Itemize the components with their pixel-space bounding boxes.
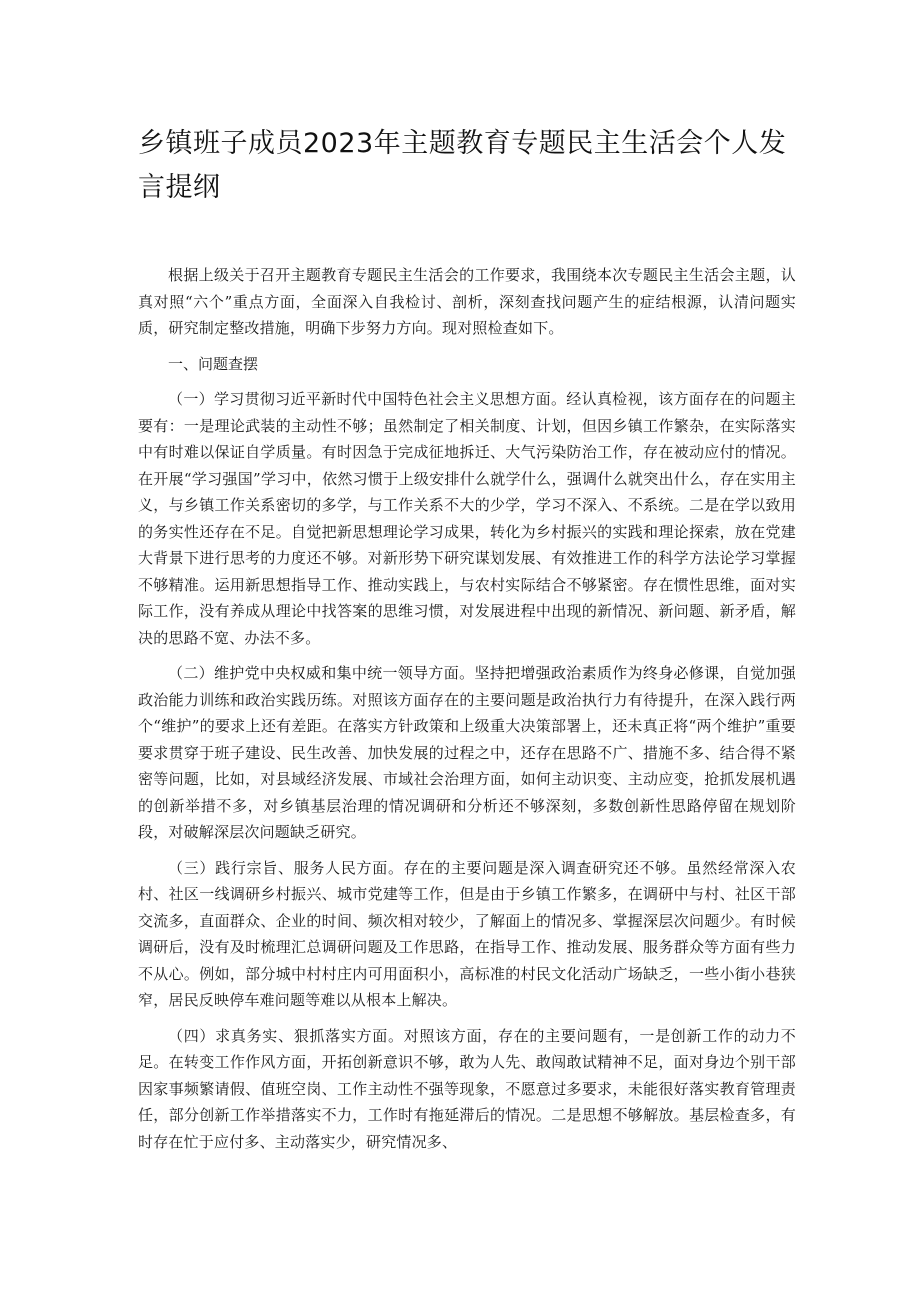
- intro-paragraph: 根据上级关于召开主题教育专题民主生活会的工作要求，我围绕本次专题民主生活会主题，认真对照“六个”重点方面，全面深入自我检讨、剖析，深刻查找问题产生的症结根源，认清问题实质，研究制定整改措施，明确下步努力方向。现对照检查如下。: [138, 266, 796, 337]
- section-heading-problems: 一、问题查摆: [168, 354, 259, 373]
- document-body: [138, 262, 796, 1164]
- paragraph-serve-people: （三）践行宗旨、服务人民方面。存在的主要问题是深入调查研究还不够。虽然经常深入农村、社区一线调研乡村振兴、城市党建等工作，但是由于乡镇工作繁多，在调研中与村、社区干部交流多，直面群众、企业的时间、频次相对较少，了解面上的情况多、掌握深层次问题少。有时候调研后，没有及时梳理汇总调研问题及工作思路，在指导工作、推动发展、服务群众等方面有些力不从心。例如，部分城中村村庄内可用面积小，高标准的村民文化活动广场缺乏，一些小街小巷狭窄，居民反映停车难问题等难以从根本上解决。: [138, 858, 796, 1009]
- paragraph-implementation: （四）求真务实、狠抓落实方面。对照该方面，存在的主要问题有，一是创新工作的动力不足。在转变工作作风方面，开拓创新意识不够，敢为人先、敢闯敢试精神不足，面对身边个别干部因家事频繁请假、值班空岗、工作主动性不强等现象，不愿意过多要求，未能很好落实教育管理责任，部分创新工作举措落实不力，工作时有拖延滞后的情况。二是思想不够解放。基层检查多，有时存在忙于应付多、主动落实少，研究情况多、: [138, 1026, 796, 1151]
- paragraph-central-authority: （二）维护党中央权威和集中统一领导方面。坚持把增强政治素质作为终身必修课，自觉加强政治能力训练和政治实践历练。对照该方面存在的主要问题是政治执行力有待提升，在深入践行两个“维护”的要求上还有差距。在落实方针政策和上级重大决策部署上，还未真正将“两个维护”重要要求贯穿于班子建设、民生改善、加快发展的过程之中，还存在思路不广、措施不多、结合得不紧密等问题，比如，对县域经济发展、市域社会治理方面，如何主动识变、主动应变，抢抓发展机遇的创新举措不多，对乡镇基层治理的情况调研和分析还不够深刻，多数创新性思路停留在规划阶段，对破解深层次问题缺乏研究。: [138, 664, 796, 841]
- document-title: 乡镇班子成员2023年主题教育专题民主生活会个人发言提纲: [138, 128, 787, 203]
- paragraph-study-thought: （一）学习贯彻习近平新时代中国特色社会主义思想方面。经认真检视，该方面存在的问题主要有：一是理论武装的主动性不够；虽然制定了相关制度、计划，但因乡镇工作繁杂，在实际落实中有时难以保证自学质量。有时因急于完成征地拆迁、大气污染防治工作，存在被动应付的情况。在开展“学习强国”学习中，依然习惯于上级安排什么就学什么，强调什么就突出什么，存在实用主义，与乡镇工作关系密切的多学，与工作关系不大的少学，学习不深入、不系统。二是在学以致用的务实性还存在不足。自觉把新思想理论学习成果，转化为乡村振兴的实践和理论探索，放在党建大背景下进行思考的力度还不够。对新形势下研究谋划发展、有效推进工作的科学方法论学习掌握不够精准。运用新思想指导工作、推动实践上，与农村实际结合不够紧密。存在惯性思维，面对实际工作，没有养成从理论中找答案的思维习惯，对发展进程中出现的新情况、新问题、新矛盾，解决的思路不宽、办法不多。: [138, 390, 796, 647]
